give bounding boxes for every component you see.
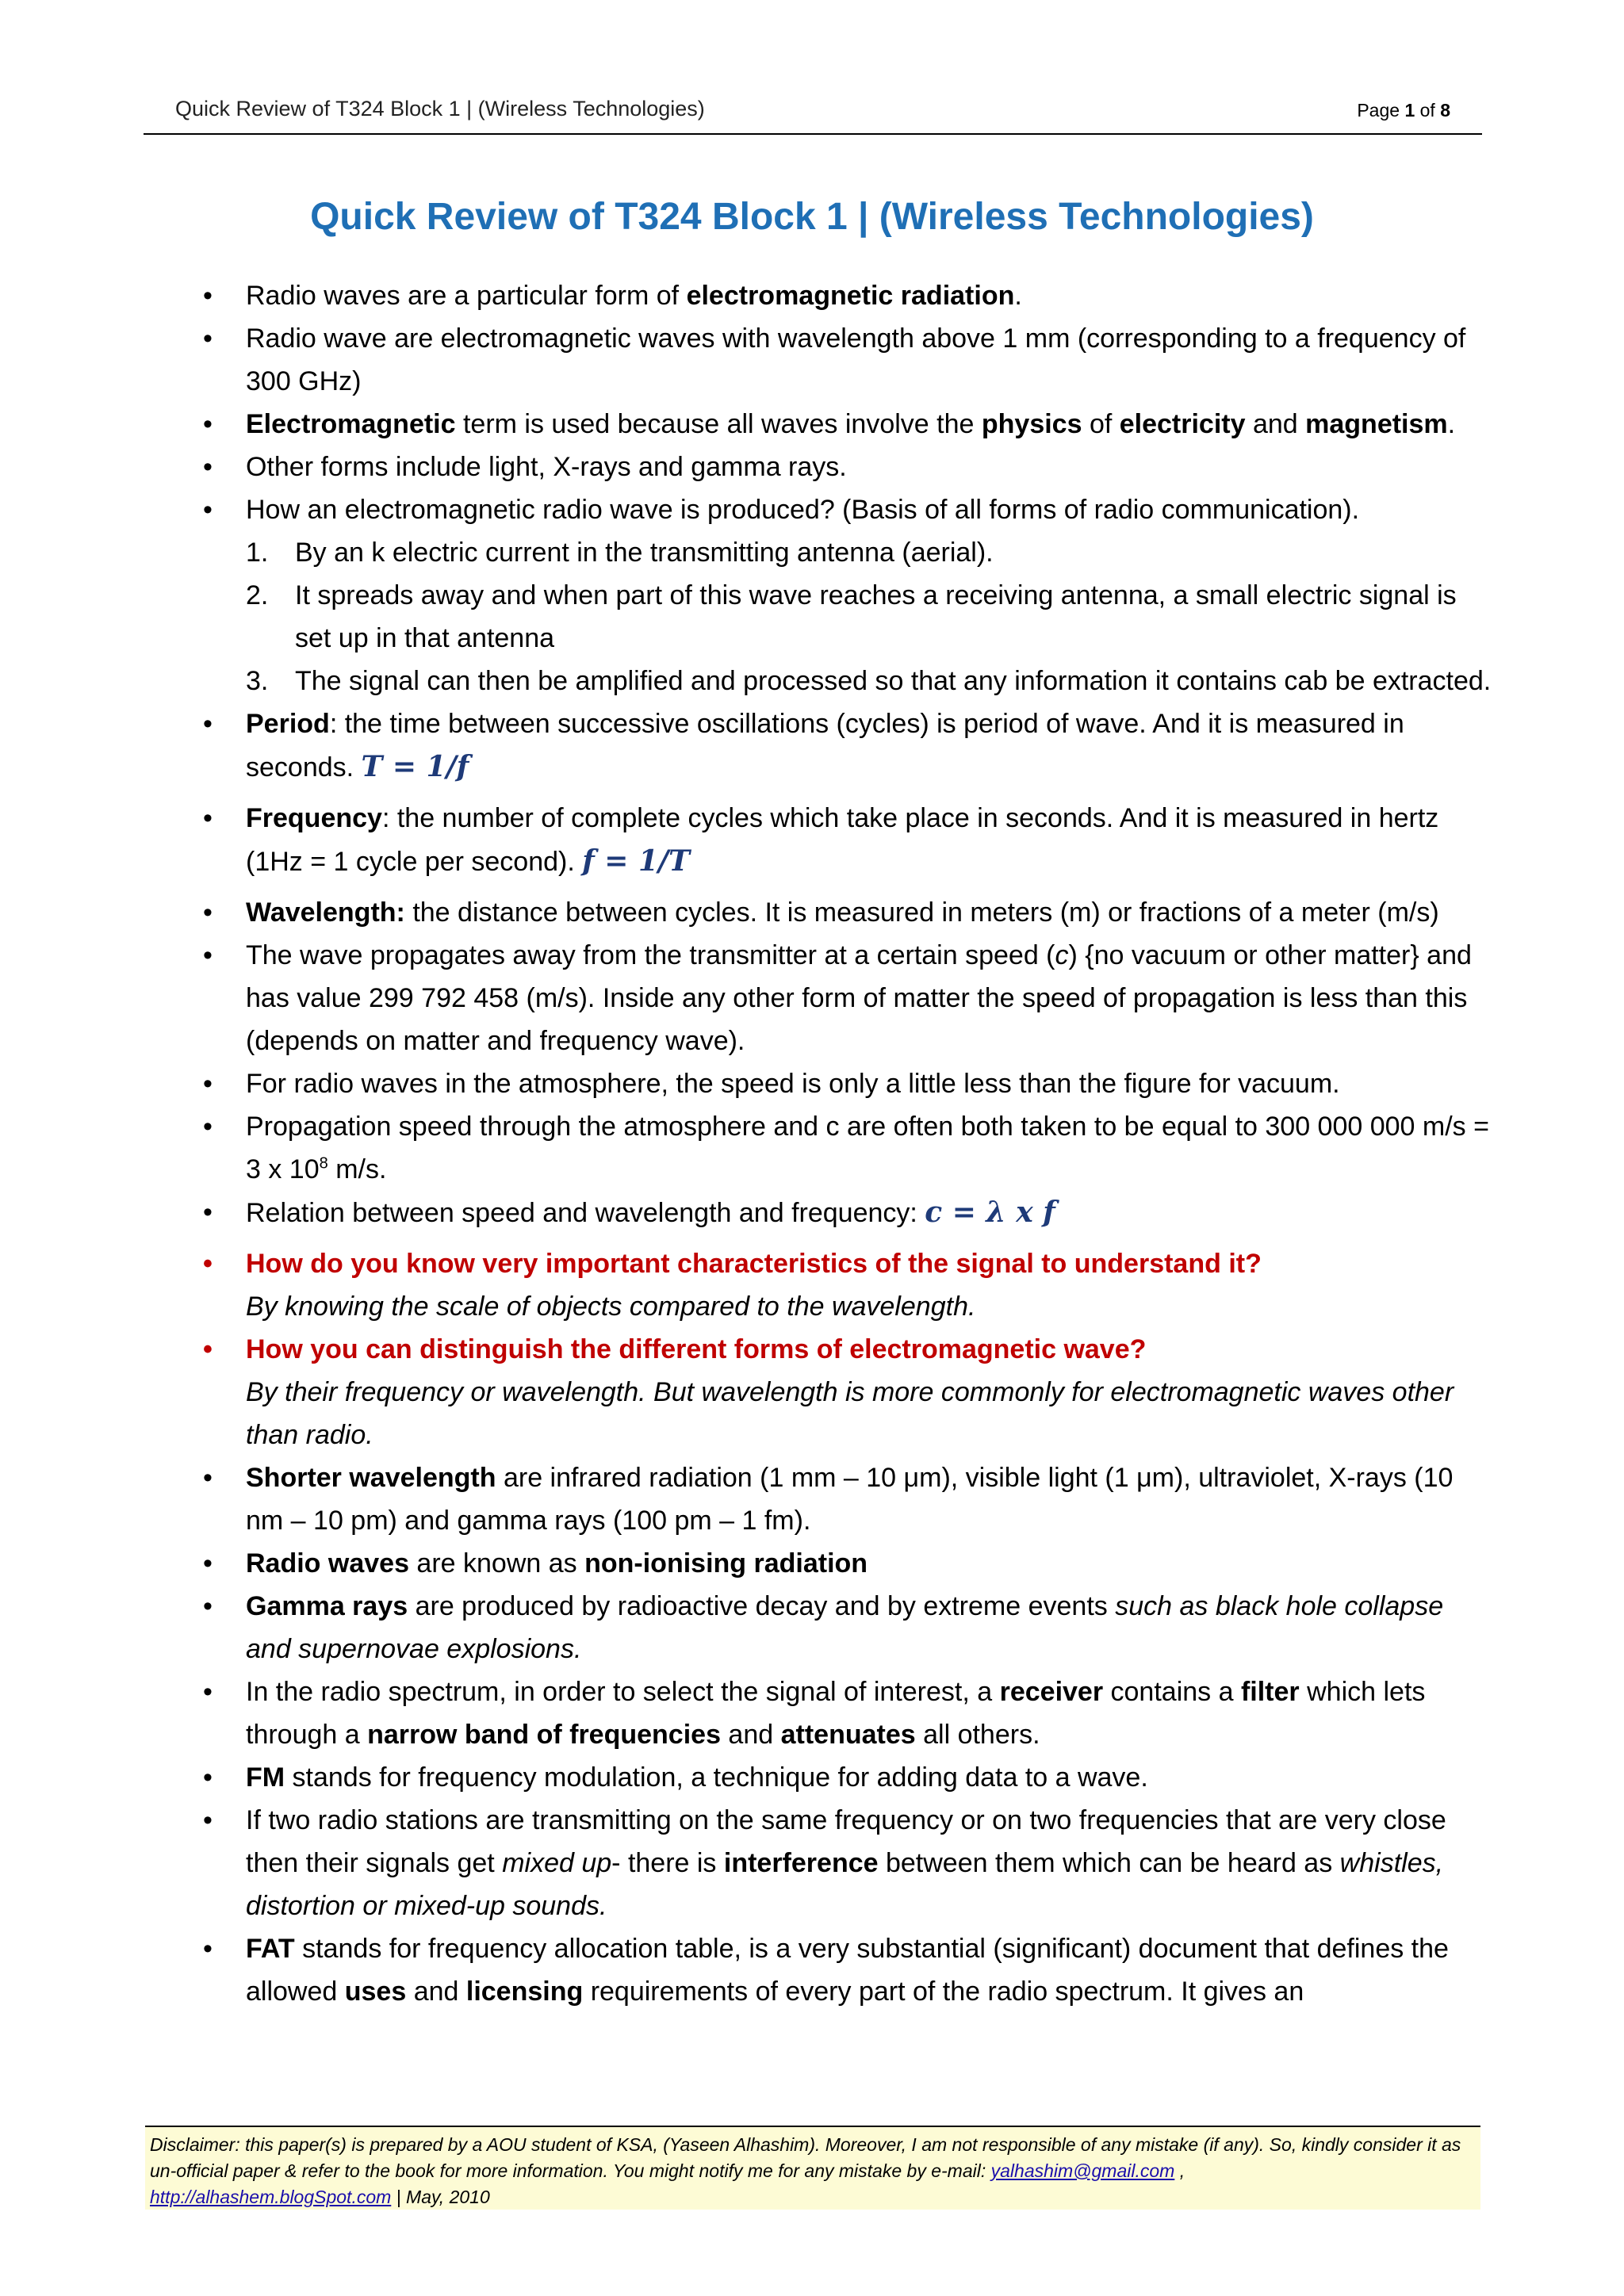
bullet-icon: • (203, 1463, 213, 1493)
question-text: How you can distinguish the different forms of electromagnetic wave? (246, 1334, 1147, 1364)
bullet-list (201, 274, 1494, 2013)
bullet-icon: • (203, 281, 213, 311)
bullet-icon: • (203, 1762, 213, 1793)
blog-link[interactable]: http://alhashem.blogSpot.com (150, 2187, 392, 2207)
list-item: • Gamma rays are produced by radioactive decay and by extreme events such as black hole collapse and supernovae explosions. (201, 1585, 1494, 1670)
list-item (201, 1242, 1494, 1328)
list-item: • FM stands for frequency modulation, a technique for adding data to a wave. (201, 1756, 1494, 1799)
list-item: • In the radio spectrum, in order to select the signal of interest, a receiver contains a filter which lets through a narrow band of frequencies and attenuates all others. (201, 1670, 1494, 1756)
bullet-icon: • (203, 940, 213, 970)
bullet-icon: • (203, 1197, 213, 1227)
list-item: • Shorter wavelength are infrared radiation (1 mm – 10 μm), visible light (1 μm), ultraviolet, X-rays (10 nm – 10 pm) and gamma rays (100 pm – 1 fm). (201, 1456, 1494, 1542)
bullet-icon: • (203, 1548, 213, 1578)
page-number: Page 1 of 8 (1357, 100, 1450, 121)
frequency-formula: f = 1/T (582, 844, 690, 878)
list-item: • Radio waves are known as non-ionising radiation (201, 1542, 1494, 1585)
bullet-icon: • (203, 1934, 213, 1964)
bullet-icon: • (203, 709, 213, 739)
bullet-icon: • (203, 1591, 213, 1621)
bullet-icon: • (203, 452, 213, 482)
list-item: • If two radio stations are transmitting on the same frequency or on two frequencies that are very close then their signals get mixed up- there is interference between them which can be heard as whistles, distortion or mixed-up sounds. (201, 1799, 1494, 1927)
list-item: • Wavelength: the distance between cycles. It is measured in meters (m) or fractions of a meter (m/s) (201, 891, 1494, 934)
period-formula: T = 1/f (361, 750, 469, 783)
list-item (201, 1328, 1494, 1456)
list-item: • The wave propagates away from the transmitter at a certain speed (c) {no vacuum or other matter} and has value 299 792 458 (m/s). Inside any other form of matter the speed of propagation is less than this (depends on matter and frequency wave). (201, 934, 1494, 1062)
bullet-icon: • (203, 1334, 213, 1364)
list-item: • For radio waves in the atmosphere, the speed is only a little less than the figure for vacuum. (201, 1062, 1494, 1105)
list-item: • Frequency: the number of complete cycles which take place in seconds. And it is measured in hertz (1Hz = 1 cycle per second). f = 1/T (201, 797, 1494, 883)
bullet-icon: • (203, 1805, 213, 1835)
answer-text: By knowing the scale of objects compared to the wavelength. (246, 1292, 976, 1322)
bullet-icon: • (203, 1069, 213, 1099)
list-item: • Propagation speed through the atmosphere and c are often both taken to be equal to 300 000 000 m/s = 3 x $10^8$ m/s. (201, 1105, 1494, 1191)
bullet-icon: • (203, 1112, 213, 1142)
list-item: • Other forms include light, X-rays and gamma rays. (201, 446, 1494, 488)
list-item: • Electromagnetic term is used because all waves involve the physics of electricity and magnetism. (201, 403, 1494, 446)
disclaimer-footer: Disclaimer: this paper(s) is prepared by a AOU student of KSA, (Yaseen Alhashim). Moreover, I am not responsible of any mistake (if any). So, kindly consider it as un-official paper & refer to the book for more information. You might notify me for any mistake by e-mail: yalhashim@gmail.com , http://alhashem.blogSpot.com | May, 2010 (145, 2126, 1480, 2210)
list-item: • Radio waves are a particular form of electromagnetic radiation. (201, 274, 1494, 317)
answer-text: By their frequency or wavelength. But wavelength is more commonly for electromagnetic waves other than radio. (246, 1377, 1454, 1450)
bullet-icon: • (203, 897, 213, 928)
list-item: • Relation between speed and wavelength and frequency: c = λ x f (201, 1191, 1494, 1234)
bullet-icon: • (203, 495, 213, 525)
email-link[interactable]: yalhashim@gmail.com (990, 2160, 1175, 2181)
numbered-item: 2. It spreads away and when part of this wave reaches a receiving antenna, a small electric signal is set up in that antenna (246, 580, 1457, 653)
list-item: • Radio wave are electromagnetic waves with wavelength above 1 mm (corresponding to a frequency of 300 GHz) (201, 317, 1494, 403)
bullet-icon: • (203, 1677, 213, 1707)
list-item: • FAT stands for frequency allocation table, is a very substantial (significant) document that defines the allowed uses and licensing requirements of every part of the radio spectrum. It gives an (201, 1927, 1494, 2013)
document-title: Quick Review of T324 Block 1 | (Wireless Technologies) (310, 196, 1314, 238)
bullet-icon: • (203, 409, 213, 439)
list-item: • Period: the time between successive oscillations (cycles) is period of wave. And it is measured in seconds. T = 1/f (201, 702, 1494, 789)
bullet-icon: • (203, 1249, 213, 1279)
numbered-item: 1. By an k electric current in the transmitting antenna (aerial). (246, 538, 994, 568)
question-text: How do you know very important characteristics of the signal to understand it? (246, 1249, 1262, 1279)
bullet-icon: • (203, 803, 213, 833)
wave-equation: c = λ x f (925, 1196, 1055, 1229)
page-header (144, 94, 1482, 135)
list-item: • How an electromagnetic radio wave is produced? (Basis of all forms of radio communication). (201, 488, 1494, 531)
bullet-icon: • (203, 323, 213, 354)
header-title: Quick Review of T324 Block 1 | (Wireless Technologies) (175, 97, 705, 121)
numbered-item: 3. The signal can then be amplified and processed so that any information it contains cab be extracted. (246, 666, 1492, 696)
